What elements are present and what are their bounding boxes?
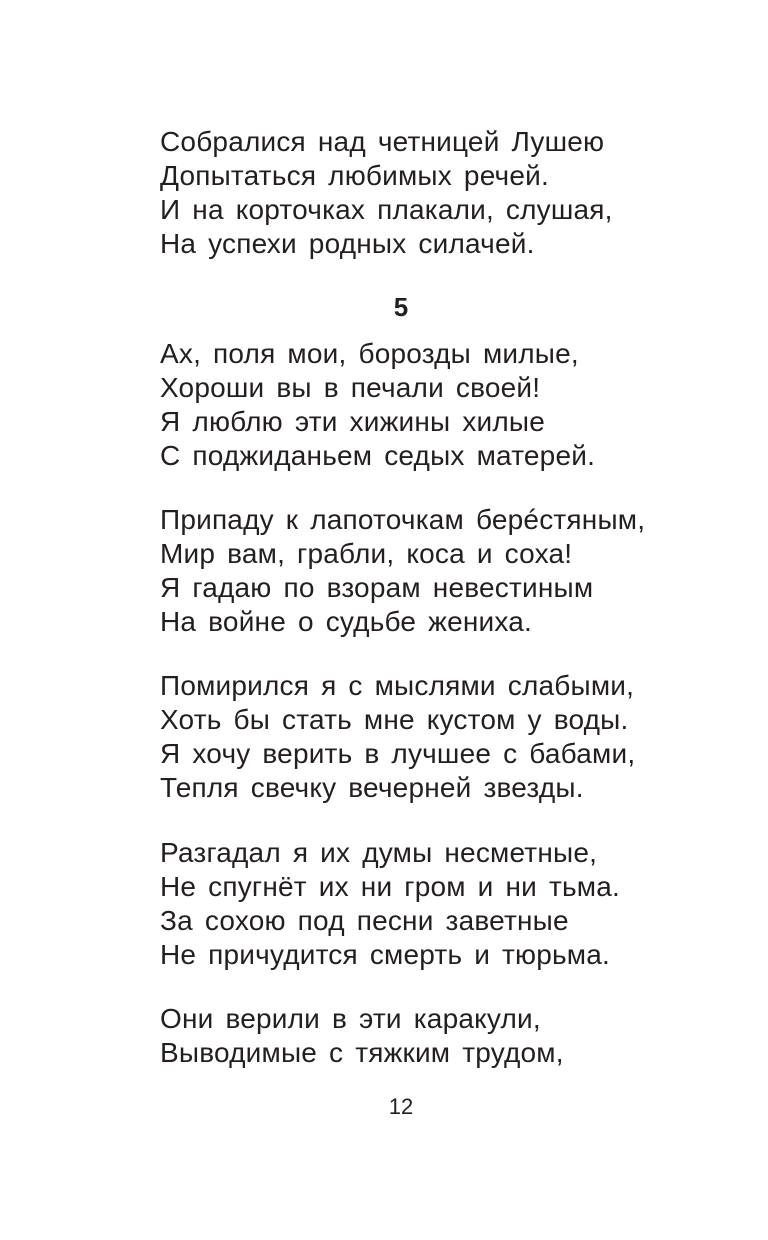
stanza — [160, 669, 635, 805]
stanza — [160, 836, 620, 972]
verse-line: Они верили в эти каракули, — [160, 1003, 541, 1034]
verse-line: Выводимые с тяжким трудом, — [160, 1037, 564, 1068]
verse-line: Тепля свечку вечерней звезды. — [160, 772, 584, 803]
verse-line: Не причудится смерть и тюрьма. — [160, 939, 611, 970]
stanza — [160, 503, 645, 639]
verse-line: Хоть бы стать мне кустом у воды. — [160, 704, 629, 735]
verse-line: Я гадаю по взорам невестиным — [160, 572, 594, 603]
verse-line: Ах, поля мои, борозды милые, — [160, 338, 579, 369]
section-number: 5 — [393, 292, 409, 322]
stanza — [160, 337, 595, 473]
verse-line: Я люблю эти хижины хилые — [160, 406, 546, 437]
stanza — [160, 125, 613, 261]
verse-line: Допытаться любимых речей. — [160, 160, 549, 191]
verse-line: Помирился я с мыслями слабыми, — [160, 670, 635, 701]
verse-line: Собралися над четницей Лушею — [160, 126, 605, 157]
verse-line: Я хочу верить в лучшее с бабами, — [160, 738, 636, 769]
verse-line: Хороши вы в печали своей! — [160, 372, 541, 403]
verse-line: Мир вам, грабли, коса и соха! — [160, 538, 573, 569]
verse-line: Припаду к лапоточкам берéстяным, — [160, 504, 646, 535]
verse-line: На успехи родных силачей. — [160, 228, 535, 259]
stanza — [160, 1002, 564, 1070]
verse-line: Разгадал я их думы несметные, — [160, 837, 598, 868]
verse-line: За сохою под песни заветные — [160, 905, 569, 936]
verse-line: И на корточках плакали, слушая, — [160, 194, 613, 225]
verse-line: Не спугнёт их ни гром и ни тьма. — [160, 871, 620, 902]
page-number: 12 — [388, 1094, 414, 1119]
verse-line: На войне о судьбе жениха. — [160, 606, 533, 637]
verse-line: С поджиданьем седых матерей. — [160, 440, 596, 471]
